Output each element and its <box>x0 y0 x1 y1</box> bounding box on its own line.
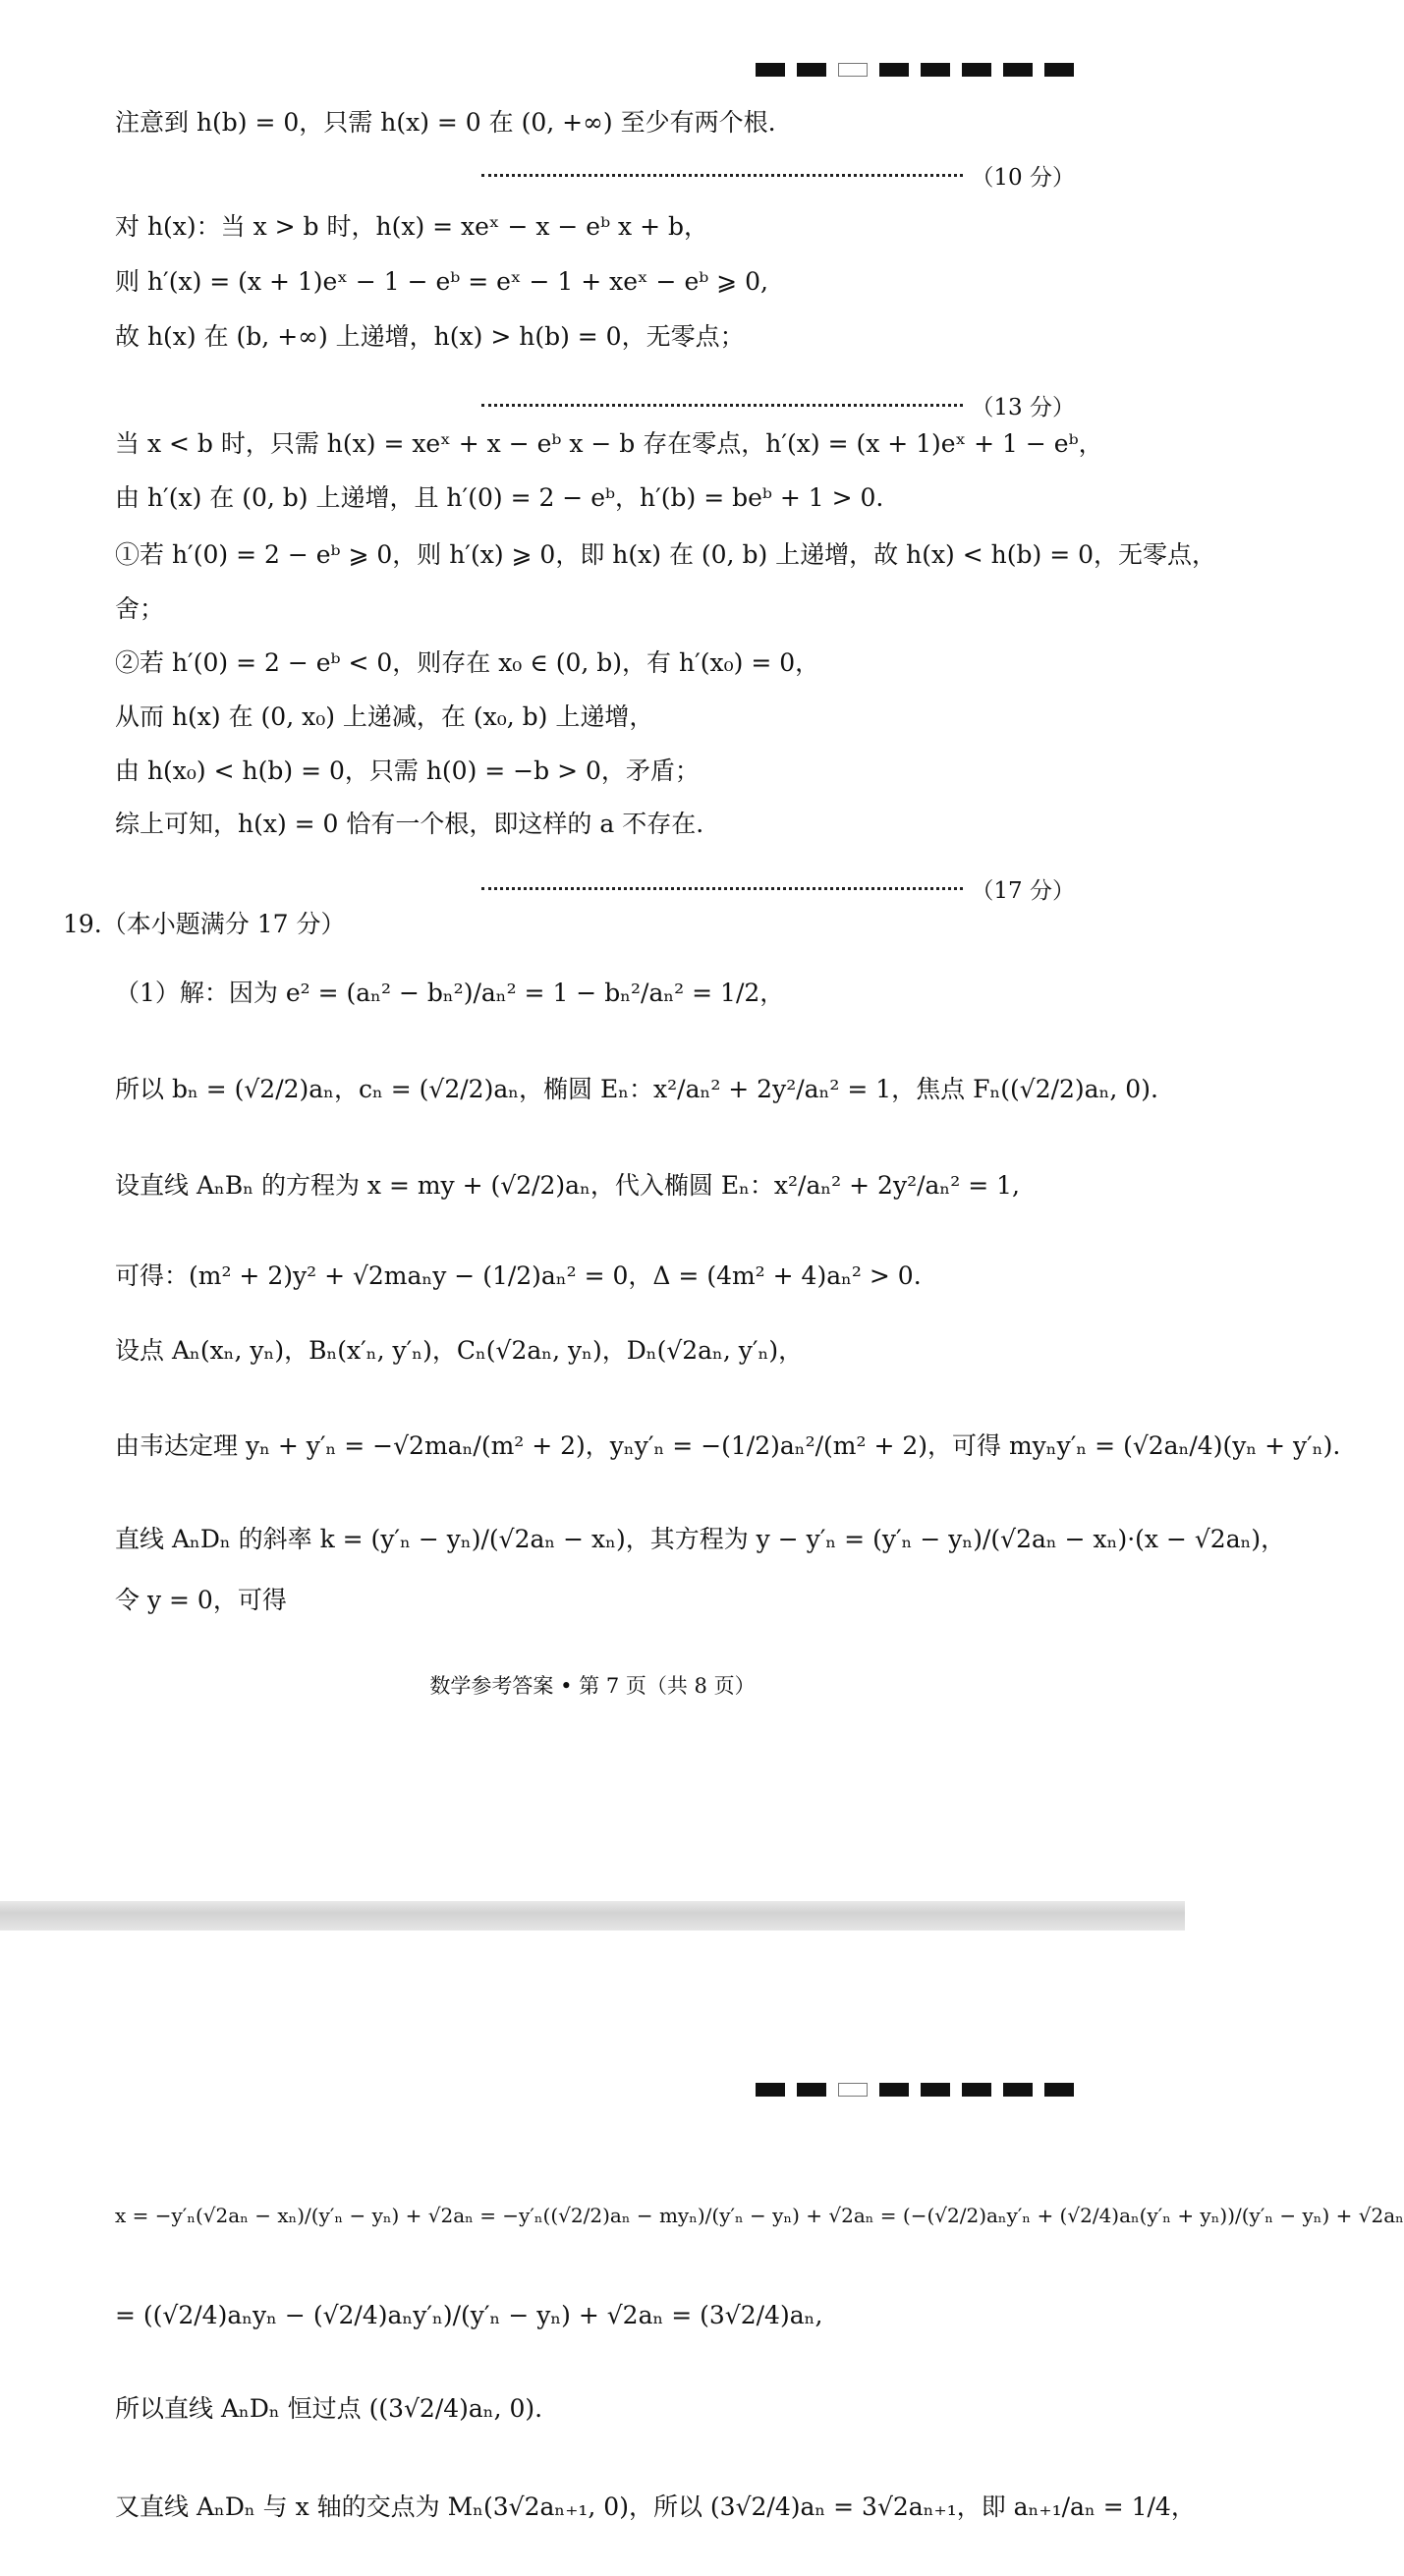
section-mark <box>879 2083 909 2097</box>
math-line: 直线 AₙDₙ 的斜率 k = (y′ₙ − yₙ)/(√2aₙ − xₙ)，其方程为 y − y′ₙ = (y′ₙ − yₙ)/(√2aₙ − xₙ)·(x − √2aₙ)， <box>115 1525 1286 1553</box>
math-line: 所以直线 AₙDₙ 恒过点 ((3√2/4)aₙ, 0). <box>115 2394 543 2423</box>
math-line: 又直线 AₙDₙ 与 x 轴的交点为 Mₙ(3√2aₙ₊₁, 0)，所以 (3√2/4)aₙ = 3√2aₙ₊₁，即 aₙ₊₁/aₙ = 1/4， <box>115 2492 1196 2521</box>
section-mark <box>838 63 868 77</box>
section-mark <box>838 2083 868 2097</box>
question-19-heading: 19.（本小题满分 17 分） <box>63 910 346 938</box>
text-line: 由 h′(x) 在 (0, b) 上递增，且 h′(0) = 2 − eᵇ，h′(b) = beᵇ + 1 > 0. <box>115 483 884 512</box>
section-mark <box>1003 63 1033 77</box>
score-row <box>481 159 1075 192</box>
section-marks <box>756 63 1074 77</box>
text-line: 综上可知，h(x) = 0 恰有一个根，即这样的 a 不存在. <box>115 810 704 838</box>
section-mark <box>1044 2083 1074 2097</box>
math-line: x = −y′ₙ(√2aₙ − xₙ)/(y′ₙ − yₙ) + √2aₙ = −y′ₙ((√2/2)aₙ − myₙ)/(y′ₙ − yₙ) + √2aₙ = (−(√2/2)aₙy′ₙ + (√2/4)aₙ(y′ₙ + yₙ))/(y′ₙ − yₙ) + √2aₙ <box>115 2204 1404 2227</box>
section-mark <box>1003 2083 1033 2097</box>
math-line: 可得：(m² + 2)y² + √2maₙy − (1/2)aₙ² = 0，Δ = (4m² + 4)aₙ² > 0. <box>115 1261 922 1290</box>
section-mark <box>962 2083 991 2097</box>
math-line: 令 y = 0，可得 <box>115 1586 287 1614</box>
math-line: 设点 Aₙ(xₙ, yₙ)，Bₙ(x′ₙ, y′ₙ)，Cₙ(√2aₙ, yₙ)，Dₙ(√2aₙ, y′ₙ)， <box>115 1336 804 1365</box>
text-line: 舍； <box>115 594 165 623</box>
text-line: 则 h′(x) = (x + 1)eˣ − 1 − eᵇ = eˣ − 1 + xeˣ − eᵇ ⩾ 0, <box>115 267 768 296</box>
text-line: 当 x < b 时，只需 h(x) = xeˣ + x − eᵇ x − b 存在零点，h′(x) = (x + 1)eˣ + 1 − eᵇ， <box>115 429 1103 458</box>
section-mark <box>1044 63 1074 77</box>
section-mark <box>797 63 826 77</box>
math-line: （1）解：因为 e² = (aₙ² − bₙ²)/aₙ² = 1 − bₙ²/aₙ² = 1/2， <box>115 979 785 1007</box>
text-line: 故 h(x) 在 (b, +∞) 上递增，h(x) > h(b) = 0，无零点； <box>115 322 745 351</box>
math-line: 所以 bₙ = (√2/2)aₙ，cₙ = (√2/2)aₙ，椭圆 Eₙ：x²/aₙ² + 2y²/aₙ² = 1，焦点 Fₙ((√2/2)aₙ, 0). <box>115 1075 1158 1103</box>
score-row <box>481 389 1075 421</box>
section-mark <box>756 2083 785 2097</box>
section-mark <box>797 2083 826 2097</box>
text-line: ①若 h′(0) = 2 − eᵇ ⩾ 0，则 h′(x) ⩾ 0，即 h(x) 在 (0, b) 上递增，故 h(x) < h(b) = 0，无零点， <box>115 540 1216 569</box>
score-label: （17 分） <box>971 878 1075 904</box>
math-line: 设直线 AₙBₙ 的方程为 x = my + (√2/2)aₙ，代入椭圆 Eₙ：x²/aₙ² + 2y²/aₙ² = 1, <box>115 1171 1020 1200</box>
score-label: （10 分） <box>971 165 1075 191</box>
text-line: 对 h(x)：当 x > b 时，h(x) = xeˣ − x − eᵇ x + b， <box>115 212 708 241</box>
math-line: 由韦达定理 yₙ + y′ₙ = −√2maₙ/(m² + 2)，yₙy′ₙ = −(1/2)aₙ²/(m² + 2)，可得 myₙy′ₙ = (√2aₙ/4)(yₙ + y′ₙ). <box>115 1431 1341 1460</box>
section-mark <box>756 63 785 77</box>
score-row <box>481 872 1075 905</box>
text-line: ②若 h′(0) = 2 − eᵇ < 0，则存在 x₀ ∈ (0, b)，有 h′(x₀) = 0， <box>115 648 820 677</box>
text-line: 由 h(x₀) < h(b) = 0，只需 h(0) = −b > 0，矛盾； <box>115 756 700 785</box>
answer-page-8 <box>0 1931 1404 2576</box>
text-line: 从而 h(x) 在 (0, x₀) 上递减，在 (x₀, b) 上递增， <box>115 702 654 731</box>
section-mark <box>962 63 991 77</box>
section-mark <box>921 2083 950 2097</box>
section-marks <box>756 2083 1074 2097</box>
section-mark <box>921 63 950 77</box>
page-footer: 数学参考答案 • 第 7 页（共 8 页） <box>429 1674 756 1698</box>
math-line: = ((√2/4)aₙyₙ − (√2/4)aₙy′ₙ)/(y′ₙ − yₙ) + √2aₙ = (3√2/4)aₙ, <box>115 2301 823 2329</box>
section-mark <box>879 63 909 77</box>
page-separator <box>0 1901 1185 1931</box>
score-label: （13 分） <box>971 395 1075 420</box>
text-line: 注意到 h(b) = 0，只需 h(x) = 0 在 (0, +∞) 至少有两个根. <box>115 108 776 137</box>
